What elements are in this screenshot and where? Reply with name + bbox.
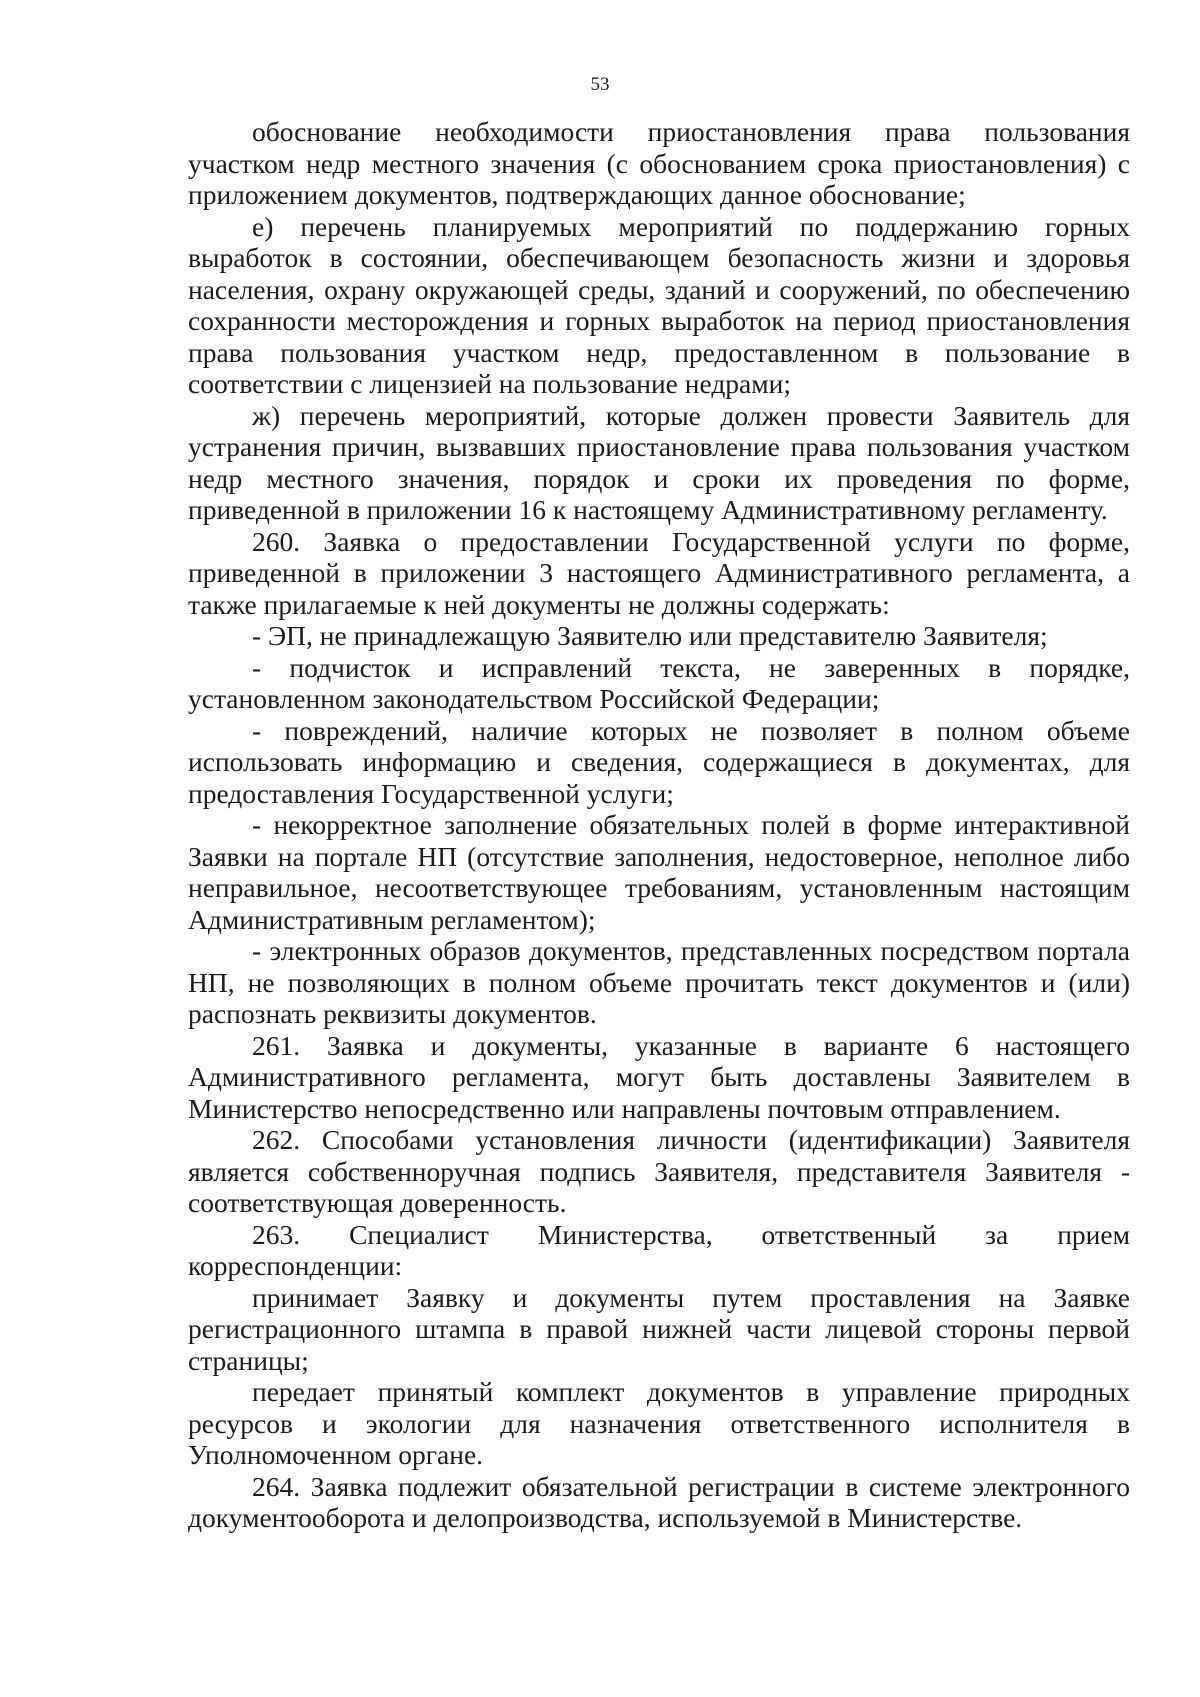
paragraph: - ЭП, не принадлежащую Заявителю или представителю Заявителя; (252, 620, 1048, 651)
paragraph: обоснование необходимости приостановления права пользования участком недр местного значения (с обоснованием срока приостановления) с приложением документов, подтверждающих данное обоснование; (188, 116, 1130, 210)
document-body (188, 116, 1130, 1534)
paragraph: - электронных образов документов, представленных посредством портала НП, не позволяющих в полном объеме прочитать текст документов и (или) распознать реквизиты документов. (188, 935, 1130, 1029)
paragraph: - подчисток и исправлений текста, не заверенных в порядке, установленном законодательством Российской Федерации; (188, 651, 1130, 714)
paragraph: ж) перечень мероприятий, которые должен провести Заявитель для устранения причин, вызвавших приостановление права пользования участком недр местного значения, порядок и сроки их проведения по форме, приведенной в приложении 16 к настоящему Административному регламенту. (188, 399, 1130, 525)
paragraph: 261. Заявка и документы, указанные в варианте 6 настоящего Административного регламента, могут быть доставлены Заявителем в Министерство непосредственно или направлены почтовым отправлением. (188, 1029, 1130, 1124)
paragraph: 264. Заявка подлежит обязательной регистрации в системе электронного документооборота и делопроизводства, используемой в Министерстве. (188, 1470, 1130, 1533)
paragraph: - повреждений, наличие которых не позволяет в полном объеме использовать информацию и сведения, содержащиеся в документах, для предоставления Государственной услуги; (188, 714, 1130, 809)
paragraph: передает принятый комплект документов в управление природных ресурсов и экологии для назначения ответственного исполнителя в Уполномоченном органе. (188, 1376, 1130, 1470)
paragraph: - некорректное заполнение обязательных полей в форме интерактивной Заявки на портале НП (отсутствие заполнения, недостоверное, неполное либо неправильное, несоответствующее требованиям, установленным настоящим Административным регламентом); (188, 809, 1130, 935)
page-number: 53 (590, 74, 610, 95)
paragraph: 263. Специалист Министерства, ответственный за прием корреспонденции: (188, 1218, 1130, 1281)
paragraph: е) перечень планируемых мероприятий по поддержанию горных выработок в состоянии, обеспечивающем безопасность жизни и здоровья населения, охрану окружающей среды, зданий и сооружений, по обеспечению сохранности месторождения и горных выработок на период приостановления права пользования участком недр, предоставленном в пользование в соответствии с лицензией на пользование недрами; (188, 210, 1130, 399)
paragraph: 262. Способами установления личности (идентификации) Заявителя является собственноручная подпись Заявителя, представителя Заявителя - соответствующая доверенность. (188, 1124, 1130, 1218)
paragraph: 260. Заявка о предоставлении Государственной услуги по форме, приведенной в приложении 3 настоящего Административного регламента, а также прилагаемые к ней документы не должны содержать: (188, 525, 1130, 620)
paragraph: принимает Заявку и документы путем проставления на Заявке регистрационного штампа в правой нижней части лицевой стороны первой страницы; (188, 1281, 1130, 1376)
